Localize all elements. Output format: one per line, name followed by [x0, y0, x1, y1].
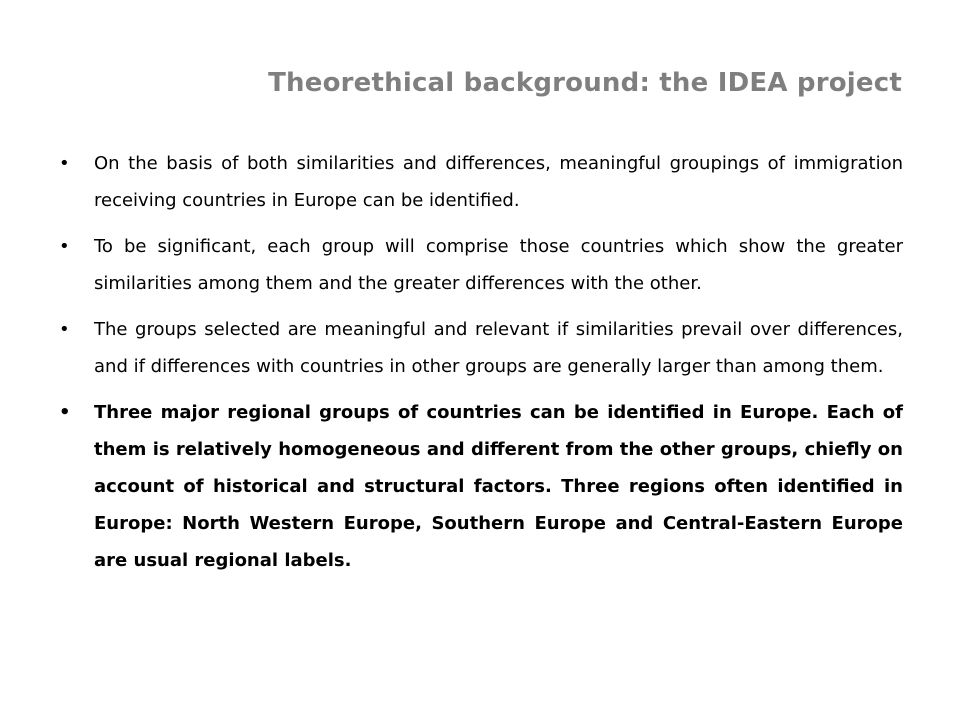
bullet-text: On the basis of both similarities and differences, meaningful groupings of immigration receiving countries in Europe can be identified. — [94, 153, 903, 211]
bullet-item-4 — [59, 394, 903, 579]
bullet-item-3 — [59, 311, 903, 385]
slide-title: Theorethical background: the IDEA project — [268, 68, 902, 98]
bullet-item-1 — [59, 145, 903, 219]
bullet-dot-icon: • — [59, 402, 71, 423]
bullet-text: To be significant, each group will comprise those countries which show the greater similarities among them and the greater differences with the other. — [94, 236, 903, 294]
bullet-dot-icon: • — [59, 153, 70, 174]
bullet-dot-icon: • — [59, 319, 70, 340]
bullet-text: Three major regional groups of countries can be identified in Europe. Each of them is relatively homogeneous and different from the other groups, chiefly on account of historical and structural factors. Three regions often identified in Europe: North Western Europe, Southern Europe and Central-Eastern Europe are usual regional labels. — [94, 402, 903, 571]
bullet-list — [59, 145, 903, 588]
bullet-dot-icon: • — [59, 236, 70, 257]
bullet-text: The groups selected are meaningful and relevant if similarities prevail over differences, and if differences with countries in other groups are generally larger than among them. — [94, 319, 903, 377]
bullet-item-2 — [59, 228, 903, 302]
